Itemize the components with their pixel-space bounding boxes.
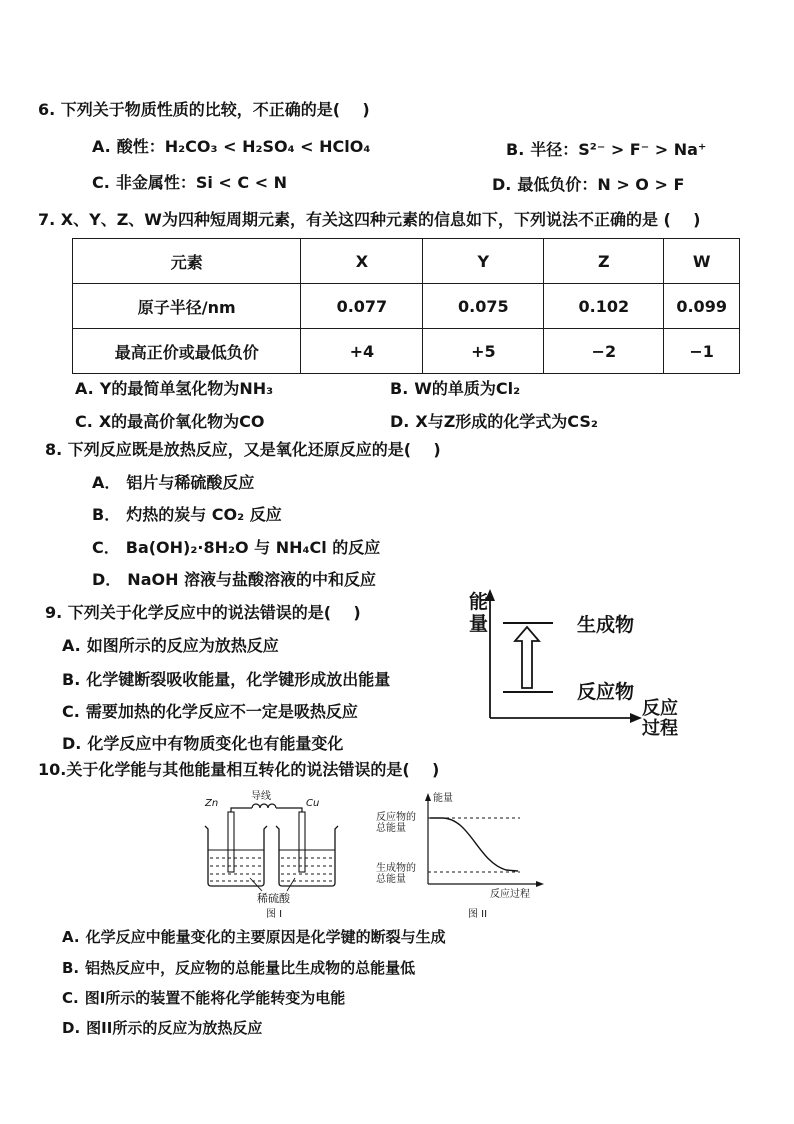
option-text: 酸性：H₂CO₃ < H₂SO₄ < HClO₄ bbox=[116, 137, 371, 156]
zn-electrode bbox=[228, 812, 234, 872]
option-text: 如图所示的反应为放热反应 bbox=[86, 636, 279, 655]
y-axis-label: 能量 bbox=[433, 793, 453, 804]
table-cell: 0.102 bbox=[544, 284, 664, 329]
question-10-stem: 10.关于化学能与其他能量相互转化的说法错误的是( ) bbox=[38, 760, 440, 779]
option-text: 需要加热的化学反应不一定是吸热反应 bbox=[85, 702, 358, 721]
left-solution bbox=[208, 850, 264, 881]
electrolyte-label: 稀硫酸 bbox=[257, 892, 290, 905]
option-label: A. bbox=[62, 636, 81, 655]
x-axis-label: 反应过程 bbox=[490, 889, 530, 900]
wire bbox=[276, 808, 302, 812]
table-header-cell: Z bbox=[544, 239, 664, 284]
table-cell: +4 bbox=[301, 329, 423, 374]
table-cell: 最高正价或最低负价 bbox=[73, 329, 301, 374]
x-axis-arrow-icon bbox=[630, 713, 642, 723]
figure-2-caption: 图 II bbox=[468, 909, 488, 920]
y-axis-label: 能 bbox=[469, 591, 489, 613]
reactant-label: 反应物 bbox=[577, 681, 635, 703]
left-beaker bbox=[205, 826, 267, 886]
table-cell: 0.099 bbox=[664, 284, 740, 329]
cu-label: Cu bbox=[306, 798, 320, 809]
option-label: C. bbox=[92, 173, 110, 192]
product-energy-label: 总能量 bbox=[376, 874, 406, 885]
option-text: 最低负价：N > O > F bbox=[517, 175, 685, 194]
option-text: 化学反应中能量变化的主要原因是化学键的断裂与生成 bbox=[85, 928, 446, 946]
table-cell: 原子半径/nm bbox=[73, 284, 301, 329]
x-axis-label: 反应 bbox=[642, 698, 678, 719]
figure-1-beakers bbox=[204, 789, 338, 920]
product-label: 生成物 bbox=[577, 614, 635, 636]
option-label: B. bbox=[62, 670, 81, 689]
option-label: A. bbox=[62, 928, 80, 946]
table-header-cell: W bbox=[664, 239, 740, 284]
option-text: NaOH 溶液与盐酸溶液的中和反应 bbox=[127, 570, 377, 589]
table-header-cell: X bbox=[301, 239, 423, 284]
reactant-energy-label: 反应物的 bbox=[376, 812, 416, 823]
option-label: D. bbox=[390, 412, 410, 431]
wire-label: 导线 bbox=[251, 791, 271, 802]
option-text: 图I所示的装置不能将化学能转变为电能 bbox=[84, 989, 346, 1007]
option-text: W的单质为Cl₂ bbox=[414, 379, 521, 398]
option-label: C． bbox=[92, 538, 120, 557]
question-9-stem: 9. 下列关于化学反应中的说法错误的是( ) bbox=[45, 603, 361, 622]
zn-label: Zn bbox=[205, 798, 219, 809]
leader-line bbox=[287, 878, 295, 891]
table-header-cell: Y bbox=[423, 239, 544, 284]
y-axis-arrow-icon bbox=[425, 793, 431, 801]
cu-electrode bbox=[299, 812, 305, 872]
option-label: D. bbox=[62, 1019, 81, 1037]
option-text: 灼热的炭与 CO₂ 反应 bbox=[126, 505, 282, 524]
option-text: X与Z形成的化学式为CS₂ bbox=[415, 412, 598, 431]
option-text: Ba(OH)₂·8H₂O 与 NH₄Cl 的反应 bbox=[125, 538, 381, 557]
option-text: X的最高价氧化物为CO bbox=[98, 412, 265, 431]
leader-line bbox=[250, 878, 262, 891]
option-label: B. bbox=[62, 959, 80, 977]
option-text: 图II所示的反应为放热反应 bbox=[86, 1019, 263, 1037]
table-cell: −2 bbox=[544, 329, 664, 374]
option-text: 半径：S²⁻ > F⁻ > Na⁺ bbox=[530, 140, 707, 159]
option-label: D． bbox=[92, 570, 122, 589]
energy-curve bbox=[430, 818, 518, 871]
option-text: Y的最简单氢化物为NH₃ bbox=[99, 379, 274, 398]
figure-2-energy-curve bbox=[376, 791, 544, 920]
option-label: C. bbox=[75, 412, 93, 431]
option-label: A. bbox=[75, 379, 94, 398]
y-axis-label: 量 bbox=[469, 613, 489, 635]
option-label: D. bbox=[62, 734, 82, 753]
option-text: 化学键断裂吸收能量，化学键形成放出能量 bbox=[86, 670, 391, 689]
table-header-cell: 元素 bbox=[73, 239, 301, 284]
table-cell: 0.077 bbox=[301, 284, 423, 329]
option-label: A. bbox=[92, 137, 111, 156]
reactant-energy-label: 总能量 bbox=[376, 823, 406, 834]
right-beaker bbox=[276, 826, 338, 886]
table-cell: 0.075 bbox=[423, 284, 544, 329]
option-text: 铝片与稀硫酸反应 bbox=[126, 473, 255, 492]
option-label: B. bbox=[390, 379, 409, 398]
option-label: B. bbox=[506, 140, 525, 159]
figure-1-caption: 图 I bbox=[266, 909, 283, 920]
right-solution bbox=[279, 850, 335, 881]
question-6-stem: 6. 下列关于物质性质的比较，不正确的是( ) bbox=[38, 100, 370, 119]
question-8-stem: 8. 下列反应既是放热反应，又是氧化还原反应的是( ) bbox=[45, 440, 441, 459]
x-axis-label: 过程 bbox=[642, 718, 678, 739]
product-energy-label: 生成物的 bbox=[376, 863, 416, 874]
x-axis-arrow-icon bbox=[536, 881, 544, 887]
option-label: B． bbox=[92, 505, 121, 524]
hollow-up-arrow-icon bbox=[515, 627, 539, 688]
option-text: 化学反应中有物质变化也有能量变化 bbox=[87, 734, 344, 753]
option-label: C. bbox=[62, 702, 80, 721]
option-label: A． bbox=[92, 473, 121, 492]
energy-level-diagram bbox=[469, 589, 678, 739]
table-cell: −1 bbox=[664, 329, 740, 374]
option-label: D. bbox=[492, 175, 512, 194]
question-7-stem: 7. X、Y、Z、W为四种短周期元素，有关这四种元素的信息如下，下列说法不正确的是 ( ) bbox=[38, 210, 701, 229]
option-label: C. bbox=[62, 989, 79, 1007]
option-text: 非金属性：Si < C < N bbox=[115, 173, 288, 192]
wire-coil-icon bbox=[252, 804, 276, 808]
table-cell: +5 bbox=[423, 329, 544, 374]
wire bbox=[231, 808, 252, 812]
option-text: 铝热反应中，反应物的总能量比生成物的总能量低 bbox=[85, 959, 416, 977]
